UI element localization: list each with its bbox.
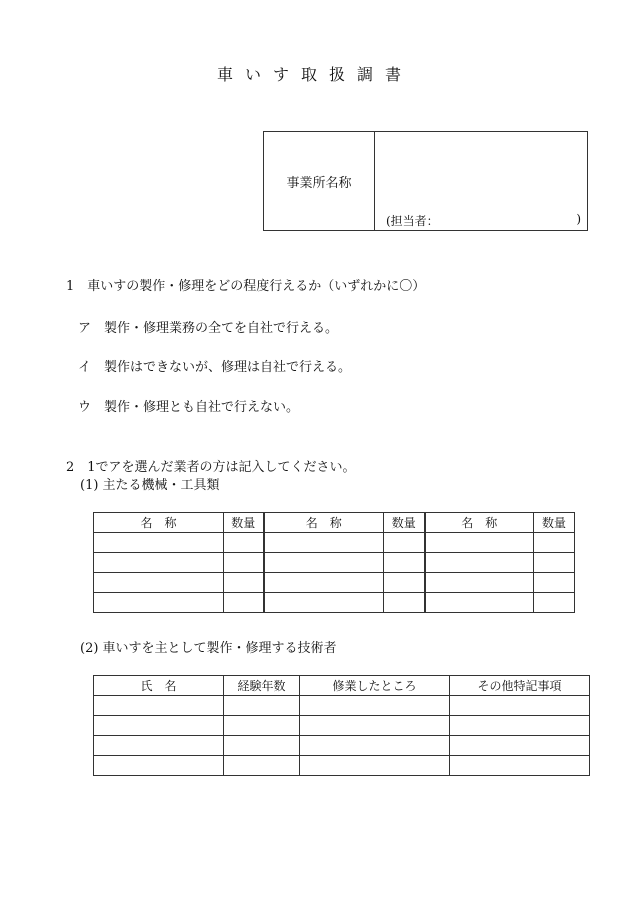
table-cell[interactable] — [534, 593, 575, 613]
table-cell[interactable] — [94, 533, 224, 553]
table-cell[interactable] — [450, 756, 590, 776]
tools-header-name-2: 名 称 — [264, 513, 384, 533]
table-cell[interactable] — [264, 553, 384, 573]
page-title: 車いす取扱調書 — [216, 65, 413, 84]
table-cell[interactable] — [534, 533, 575, 553]
table-row — [94, 573, 575, 593]
table-row — [94, 736, 590, 756]
table-cell[interactable] — [425, 553, 534, 573]
table-cell[interactable] — [450, 696, 590, 716]
table-cell[interactable] — [300, 716, 450, 736]
business-name-label: 事業所名称 — [264, 132, 375, 230]
table-cell[interactable] — [534, 573, 575, 593]
table-cell[interactable] — [224, 696, 300, 716]
table-cell[interactable] — [264, 533, 384, 553]
table-cell[interactable] — [300, 696, 450, 716]
table-cell[interactable] — [224, 593, 264, 613]
business-name-box — [263, 131, 588, 231]
table-cell[interactable] — [94, 716, 224, 736]
tools-table — [93, 512, 575, 613]
table-cell[interactable] — [384, 533, 425, 553]
table-cell[interactable] — [300, 736, 450, 756]
table-cell[interactable] — [94, 573, 224, 593]
table-cell[interactable] — [384, 553, 425, 573]
table-cell[interactable] — [450, 736, 590, 756]
table-cell[interactable] — [224, 533, 264, 553]
table-cell[interactable] — [94, 593, 224, 613]
tech-header-notes: その他特記事項 — [450, 676, 590, 696]
q1-option-u: ウ 製作・修理とも自社で行えない。 — [78, 400, 300, 415]
table-cell[interactable] — [224, 736, 300, 756]
table-row — [94, 553, 575, 573]
table-cell[interactable] — [450, 716, 590, 736]
table-row — [94, 533, 575, 553]
technician-table-header — [94, 676, 590, 696]
table-cell[interactable] — [94, 756, 224, 776]
q2-heading: 2 1でアを選んだ業者の方は記入してください。 — [66, 460, 356, 475]
table-cell[interactable] — [425, 593, 534, 613]
table-cell[interactable] — [425, 533, 534, 553]
table-cell[interactable] — [224, 716, 300, 736]
q1-heading: 1 車いすの製作・修理をどの程度行えるか（いずれかに〇） — [66, 279, 426, 294]
tools-header-qty-2: 数量 — [384, 513, 425, 533]
table-row — [94, 696, 590, 716]
table-cell[interactable] — [224, 756, 300, 776]
table-row — [94, 593, 575, 613]
tools-header-qty-3: 数量 — [534, 513, 575, 533]
q1-option-i: イ 製作はできないが、修理は自社で行える。 — [78, 360, 352, 375]
table-cell[interactable] — [264, 573, 384, 593]
table-row — [94, 756, 590, 776]
q2-sub1: (1) 主たる機械・工具類 — [80, 478, 220, 493]
table-cell[interactable] — [224, 573, 264, 593]
table-cell[interactable] — [264, 593, 384, 613]
technician-table — [93, 675, 590, 776]
table-cell[interactable] — [94, 696, 224, 716]
tools-table-header — [94, 513, 575, 533]
table-cell[interactable] — [224, 553, 264, 573]
tech-header-name: 氏 名 — [94, 676, 224, 696]
table-row — [94, 716, 590, 736]
person-in-charge-label: (担当者： — [386, 214, 439, 228]
tools-header-name-1: 名 称 — [94, 513, 224, 533]
q1-option-a: ア 製作・修理業務の全てを自社で行える。 — [78, 321, 339, 336]
table-cell[interactable] — [94, 553, 224, 573]
table-cell[interactable] — [425, 573, 534, 593]
table-cell[interactable] — [94, 736, 224, 756]
q2-sub2: (2) 車いすを主として製作・修理する技術者 — [80, 641, 337, 656]
table-cell[interactable] — [384, 593, 425, 613]
table-cell[interactable] — [384, 573, 425, 593]
tech-header-experience: 経験年数 — [224, 676, 300, 696]
person-in-charge-close: ) — [576, 212, 581, 226]
tech-header-training: 修業したところ — [300, 676, 450, 696]
table-cell[interactable] — [300, 756, 450, 776]
tools-header-name-3: 名 称 — [425, 513, 534, 533]
tools-header-qty-1: 数量 — [224, 513, 264, 533]
table-cell[interactable] — [534, 553, 575, 573]
